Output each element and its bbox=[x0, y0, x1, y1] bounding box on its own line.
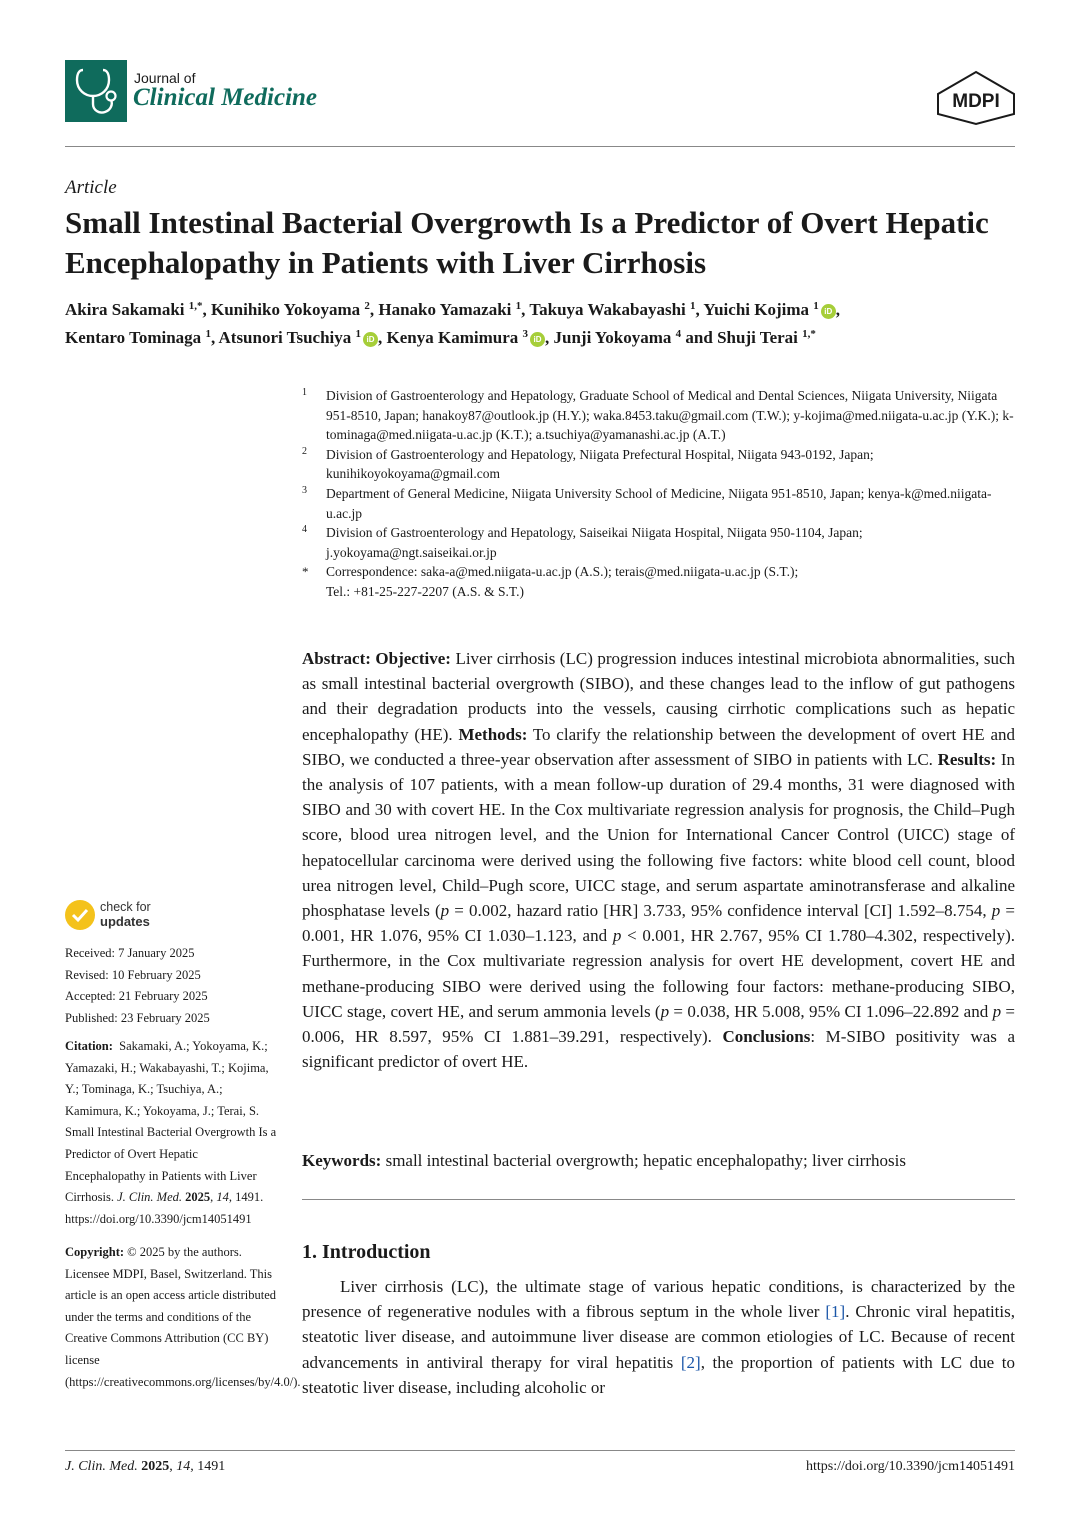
p-symbol: p bbox=[612, 926, 622, 946]
p-symbol: p bbox=[992, 1001, 1002, 1021]
footer-divider bbox=[65, 1450, 1015, 1451]
journal-logo bbox=[65, 60, 127, 122]
orcid-icon[interactable]: iD bbox=[363, 332, 378, 347]
author-name: Akira Sakamaki bbox=[65, 300, 185, 319]
author-name: Shuji Terai bbox=[717, 328, 798, 347]
results-label: Results: bbox=[937, 749, 997, 769]
p-symbol: p bbox=[440, 901, 450, 921]
p-symbol: p bbox=[991, 901, 1001, 921]
journal-name: Clinical Medicine bbox=[133, 84, 318, 111]
author-affiliation-mark: 1 bbox=[813, 300, 819, 312]
author-separator: , bbox=[202, 300, 211, 319]
author-affiliation-mark: 4 bbox=[675, 328, 682, 340]
correspondence-tel: Tel.: +81-25-227-2207 (A.S. & S.T.) bbox=[326, 583, 525, 599]
footer-doi-link[interactable]: https://doi.org/10.3390/jcm14051491 bbox=[806, 1459, 1015, 1474]
results-text: = 0.001, HR 1.076, 95% CI 1.030–1.123, and bbox=[302, 901, 1016, 946]
author-name: Kunihiko Yokoyama bbox=[211, 300, 361, 319]
citation-link[interactable]: [2] bbox=[680, 1352, 701, 1372]
conclusions-text: : M-SIBO positivity was a significant predictor of overt HE. bbox=[302, 1027, 1015, 1072]
abstract bbox=[302, 646, 1015, 1074]
correspondence bbox=[302, 562, 1015, 601]
affiliation-number: 3 bbox=[302, 484, 307, 496]
author-name: Atsunori Tsuchiya bbox=[218, 328, 352, 347]
stethoscope-icon bbox=[65, 60, 127, 122]
author-separator: , bbox=[545, 328, 554, 347]
header-divider bbox=[65, 146, 1015, 147]
author-affiliation-mark: 3 bbox=[522, 328, 528, 340]
check-label: check for bbox=[100, 900, 151, 914]
citation-block: Citation: Sakamaki, A.; Yokoyama, K.; Yamazaki, H.; Wakabayashi, T.; Kojima, Y.; Tominaga, K.; Tsuchiya, A.; Kamimura, K.; Yokoyama, J.; Terai, S. Small Intestinal Bacterial Overgrowth Is a Predictor of Overt Hepatic Encephalopathy in Patients with Liver Cirrhosis. J. Clin. Med. 2025, 14, 1491. https://doi.org/10.3390/jcm14051491 bbox=[65, 1039, 277, 1226]
p-symbol: p bbox=[660, 1001, 670, 1021]
affiliation-text: Department of General Medicine, Niigata University School of Medicine, Niigata 951-8510, Japan; kenya-k@med.niigata-u.ac.jp bbox=[326, 485, 992, 521]
author-name: Hanako Yamazaki bbox=[378, 300, 512, 319]
objective-text: Liver cirrhosis (LC) progression induces intestinal microbiota abnormalities, such as small intestinal bacterial overgrowth (SIBO), and these changes lead to the inflow of gut pathogens and their degradation products into the vessels, causing cirrhotic complications such as hepatic encephalopathy (HE). bbox=[302, 649, 1015, 744]
citation-label: Citation: bbox=[65, 1039, 113, 1053]
affiliation-number: 2 bbox=[302, 445, 307, 457]
introduction-paragraph bbox=[302, 1274, 1015, 1400]
footer-year: 2025 bbox=[141, 1459, 170, 1474]
author-name: Junji Yokoyama bbox=[553, 328, 672, 347]
intro-text: , the proportion of patients with LC due to steatotic liver disease, including alcoholic or bbox=[302, 1352, 1015, 1397]
citation-link[interactable]: [1] bbox=[825, 1302, 846, 1322]
keywords bbox=[302, 1148, 1015, 1173]
mdpi-logo bbox=[934, 70, 1018, 126]
author-name: Yuichi Kojima bbox=[703, 300, 810, 319]
author-separator: , bbox=[695, 300, 704, 319]
citation-volume: 14 bbox=[216, 1190, 229, 1205]
affiliation-text: Division of Gastroenterology and Hepatology, Graduate School of Medical and Dental Sciences, Niigata University, Niigata 951-8510, Japan; hanakoy87@outlook.jp (H.Y.); waka.8453.taku@gmail.com (T.W.); y-kojima@med.niigata-u.ac.jp (Y.K.); k-tominaga@med.niigata-u.ac.jp (K.T.); a.tsuchiya@yamanashi.ac.jp (A.T.) bbox=[326, 388, 1014, 443]
citation-journal: J. Clin. Med. bbox=[117, 1190, 183, 1205]
conclusions-label: Conclusions bbox=[722, 1027, 811, 1047]
author-separator: , bbox=[378, 328, 387, 347]
correspondence-mark: * bbox=[302, 564, 309, 580]
footer-journal: J. Clin. Med. bbox=[65, 1459, 138, 1474]
keywords-text: small intestinal bacterial overgrowth; hepatic encephalopathy; liver cirrhosis bbox=[385, 1151, 906, 1170]
copyright-text: © 2025 by the authors. Licensee MDPI, Basel, Switzerland. This article is an open access article distributed under the terms and conditions of the Creative Commons Attribution (CC BY) license (https://creativecommons.org/licenses/by/4.0/). bbox=[65, 1245, 301, 1389]
results-text: = 0.038, HR 5.008, 95% CI 1.096–22.892 and bbox=[669, 1001, 993, 1021]
affiliation-1 bbox=[302, 386, 1015, 445]
author-affiliation-mark: 1,* bbox=[188, 300, 203, 312]
results-text: = 0.002, hazard ratio [HR] 3.733, 95% confidence interval [CI] 1.592–8.754, bbox=[449, 901, 992, 921]
abstract-label: Abstract: bbox=[302, 649, 371, 668]
citation-text: Sakamaki, A.; Yokoyama, K.; Yamazaki, H.; Wakabayashi, T.; Kojima, Y.; Tominaga, K.; Tsuchiya, A.; Kamimura, K.; Yokoyama, J.; Terai, S. Small Intestinal Bacterial Overgrowth Is a Predictor of Overt Hepatic Encephalopathy in Patients with Liver Cirrhosis. bbox=[65, 1039, 277, 1205]
checkmark-icon bbox=[65, 900, 95, 930]
orcid-icon[interactable]: iD bbox=[821, 304, 836, 319]
footer-page: , 1491 bbox=[190, 1459, 226, 1474]
check-for-updates-badge[interactable] bbox=[65, 898, 195, 934]
author-affiliation-mark: 1 bbox=[205, 328, 211, 340]
received-date: Received: 7 January 2025 bbox=[65, 946, 195, 960]
author-affiliation-mark: 1 bbox=[355, 328, 361, 340]
keywords-label: Keywords: bbox=[302, 1151, 382, 1170]
citation-year: 2025 bbox=[185, 1190, 211, 1205]
author-separator: , bbox=[210, 328, 219, 347]
author-affiliation-mark: 1 bbox=[690, 300, 696, 312]
author-name: Kentaro Tominaga bbox=[65, 328, 202, 347]
footer-volume: 14 bbox=[176, 1459, 191, 1474]
citation-tail: , 1491. https://doi.org/10.3390/jcm14051491 bbox=[65, 1190, 264, 1226]
results-text: = 0.006, HR 8.597, 95% CI 1.881–39.291, respectively). bbox=[302, 1001, 1015, 1047]
methods-text: To clarify the relationship between the development of overt HE and SIBO, we conducted a three-year observation after assessment of SIBO in patients with LC. bbox=[302, 724, 1015, 769]
objective-label: Objective: bbox=[375, 649, 451, 668]
svg-text:MDPI: MDPI bbox=[952, 91, 1000, 112]
revised-date: Revised: 10 February 2025 bbox=[65, 967, 201, 982]
author-affiliation-mark: 2 bbox=[364, 300, 370, 312]
intro-text: . Chronic viral hepatitis, steatotic liver disease, and autoimmune liver disease are common etiologies of LC. Because of recent advancements in antiviral therapy for viral hepatitis bbox=[302, 1302, 1015, 1372]
results-text: < 0.001, HR 2.767, 95% CI 1.780–4.302, respectively). Furthermore, in the Cox multivariate regression analysis for overt HE development, covert HE and methane-producing SIBO were derived using the following four factors: methane-producing SIBO, UICC stage, covert HE, and serum ammonia levels ( bbox=[302, 926, 1016, 1021]
correspondence-text: Correspondence: saka-a@med.niigata-u.ac.jp (A.S.); terais@med.niigata-u.ac.jp (S.T.); bbox=[326, 564, 799, 580]
orcid-icon[interactable]: iD bbox=[530, 332, 545, 347]
author-separator: and bbox=[681, 328, 718, 347]
copyright-block bbox=[65, 1242, 301, 1393]
article-title: Small Intestinal Bacterial Overgrowth Is a Predictor of Overt Hepatic Encephalopathy in Patients with Liver Cirrhosis bbox=[65, 205, 989, 280]
affiliation-3 bbox=[302, 484, 1015, 523]
section-heading: 1. Introduction bbox=[302, 1241, 431, 1263]
article-type: Article bbox=[65, 177, 117, 198]
author-separator: , bbox=[835, 300, 841, 319]
author-affiliation-mark: 1,* bbox=[802, 328, 816, 340]
affiliation-number: 4 bbox=[302, 524, 307, 536]
affiliation-4 bbox=[302, 523, 1015, 562]
publication-dates bbox=[65, 943, 275, 1029]
abstract-divider bbox=[302, 1199, 1015, 1200]
author-separator: , bbox=[521, 300, 530, 319]
author-separator: , bbox=[369, 300, 379, 319]
author-name: Takuya Wakabayashi bbox=[529, 300, 686, 319]
author-list bbox=[65, 296, 1015, 352]
affiliation-text: Division of Gastroenterology and Hepatology, Saiseikai Niigata Hospital, Niigata 950-1104, Japan; j.yokoyama@ngt.saiseikai.or.jp bbox=[326, 525, 863, 560]
affiliation-number: 1 bbox=[302, 387, 307, 398]
author-affiliation-mark: 1 bbox=[515, 300, 522, 312]
methods-label: Methods: bbox=[458, 724, 528, 744]
affiliation-text: Division of Gastroenterology and Hepatology, Niigata Prefectural Hospital, Niigata 943-0192, Japan; kunihikoyokoyama@gmail.com bbox=[326, 446, 874, 482]
journal-prefix: Journal of bbox=[134, 70, 196, 86]
results-text: In the analysis of 107 patients, with a mean follow-up duration of 29.4 months, 31 were diagnosed with SIBO and 30 with covert HE. In the Cox multivariate regression analysis for prognosis, the Child–Pugh score, blood urea nitrogen level, and the Union for International Cancer Control (UICC) stage of hepatocellular carcinoma were derived using the following five factors: white blood cell count, blood urea nitrogen level, Child–Pugh score, UICC stage, and serum aspartate aminotransferase and alkaline phosphatase levels ( bbox=[302, 749, 1016, 921]
affiliations bbox=[302, 386, 1015, 602]
published-date: Published: 23 February 2025 bbox=[65, 1010, 210, 1025]
footer-citation: J. Clin. Med. 2025, 14, 1491 bbox=[65, 1459, 226, 1474]
accepted-date: Accepted: 21 February 2025 bbox=[65, 989, 208, 1003]
affiliation-2 bbox=[302, 445, 1015, 484]
intro-text: Liver cirrhosis (LC), the ultimate stage of various hepatic conditions, is characterized by the presence of regenerative nodules with a fibrous septum in the whole liver bbox=[302, 1277, 1015, 1322]
copyright-label: Copyright: bbox=[65, 1245, 125, 1259]
author-name: Kenya Kamimura bbox=[386, 328, 519, 347]
updates-label: updates bbox=[100, 914, 150, 929]
